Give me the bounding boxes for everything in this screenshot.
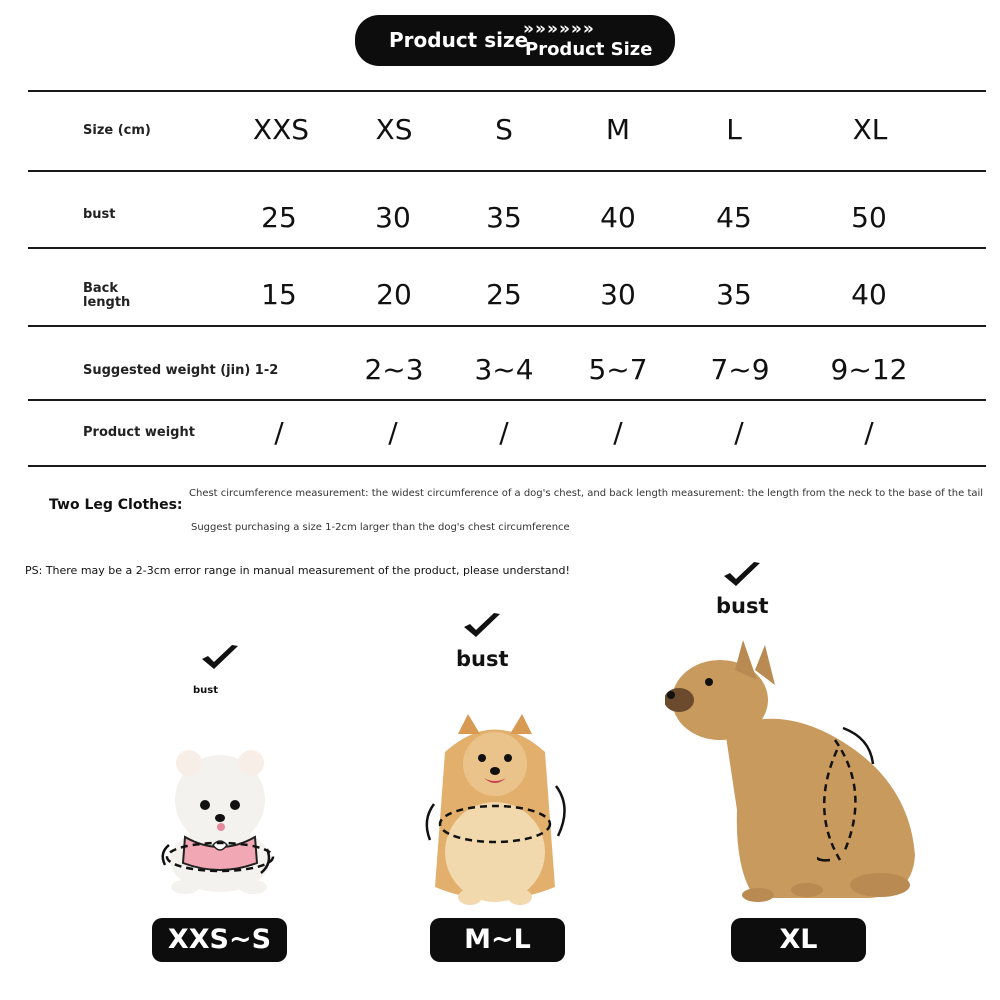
back-length-cell: 20: [376, 278, 412, 311]
bust-label: bust: [193, 685, 219, 696]
subtitle-text: Product Size: [525, 39, 653, 60]
product-weight-cell: /: [734, 416, 744, 449]
size-range-badge-m-l: M~L: [430, 918, 565, 962]
row-label-back-length-line2: length: [83, 295, 131, 310]
back-length-cell: 40: [851, 278, 887, 311]
product-weight-cell: /: [274, 416, 284, 449]
back-length-cell: 15: [261, 278, 297, 311]
row-label-product-weight: Product weight: [83, 425, 195, 440]
back-length-cell: 30: [600, 278, 636, 311]
row-label-size: Size (cm): [83, 123, 151, 138]
product-weight-cell: /: [388, 416, 398, 449]
bust-cell: 25: [261, 201, 297, 234]
measurement-note: Chest circumference measurement: the widest circumference of a dog's chest, and back length measurement: the length from the neck to the base of the tail: [189, 488, 984, 499]
table-rule-top: [28, 90, 986, 92]
bust-cell: 30: [375, 201, 411, 234]
table-rule-bottom: [28, 465, 986, 467]
purchase-suggestion-note: Suggest purchasing a size 1-2cm larger than the dog's chest circumference: [191, 522, 570, 533]
size-cell: XXS: [252, 113, 310, 146]
table-rule: [28, 247, 986, 249]
table-rule: [28, 399, 986, 401]
checkmark-icon: [462, 611, 502, 641]
table-rule: [28, 170, 986, 172]
weight-cell: 5~7: [588, 353, 648, 386]
size-cell: XL: [852, 113, 888, 146]
checkmark-icon: [200, 643, 240, 673]
weight-cell: 7~9: [710, 353, 770, 386]
size-range-badge-xxs-s: XXS~S: [152, 918, 287, 962]
weight-cell: 3~4: [474, 353, 534, 386]
bust-cell: 40: [600, 201, 636, 234]
table-rule: [28, 325, 986, 327]
row-label-bust: bust: [83, 207, 116, 222]
product-weight-cell: /: [613, 416, 623, 449]
bust-cell: 35: [486, 201, 522, 234]
weight-cell: 2~3: [364, 353, 424, 386]
product-weight-cell: /: [864, 416, 874, 449]
back-length-cell: 35: [716, 278, 752, 311]
size-cell: L: [726, 113, 742, 146]
pomeranian-illustration: [420, 712, 570, 912]
size-cell: XS: [375, 113, 413, 146]
checkmark-icon: [722, 560, 762, 590]
two-leg-clothes-heading: Two Leg Clothes:: [49, 497, 183, 513]
white-pomeranian-illustration: [155, 745, 285, 895]
bust-cell: 50: [851, 201, 887, 234]
double-chevron-icons: »»»»»»: [523, 19, 595, 39]
size-cell: S: [495, 113, 513, 146]
product-size-title-badge: [355, 15, 675, 66]
size-cell: M: [605, 113, 631, 146]
bust-label: bust: [456, 647, 509, 671]
ps-disclaimer: PS: There may be a 2-3cm error range in manual measurement of the product, please understand!: [25, 564, 570, 577]
row-label-suggested-weight: Suggested weight (jin) 1-2: [83, 363, 279, 378]
french-bulldog-illustration: [665, 640, 925, 915]
size-range-badge-xl: XL: [731, 918, 866, 962]
bust-cell: 45: [716, 201, 752, 234]
title-text: Product size: [389, 28, 529, 52]
weight-cell: 9~12: [830, 353, 908, 386]
product-weight-cell: /: [499, 416, 509, 449]
back-length-cell: 25: [486, 278, 522, 311]
bust-label: bust: [716, 594, 769, 618]
row-label-back-length-line1: Back: [83, 281, 119, 296]
